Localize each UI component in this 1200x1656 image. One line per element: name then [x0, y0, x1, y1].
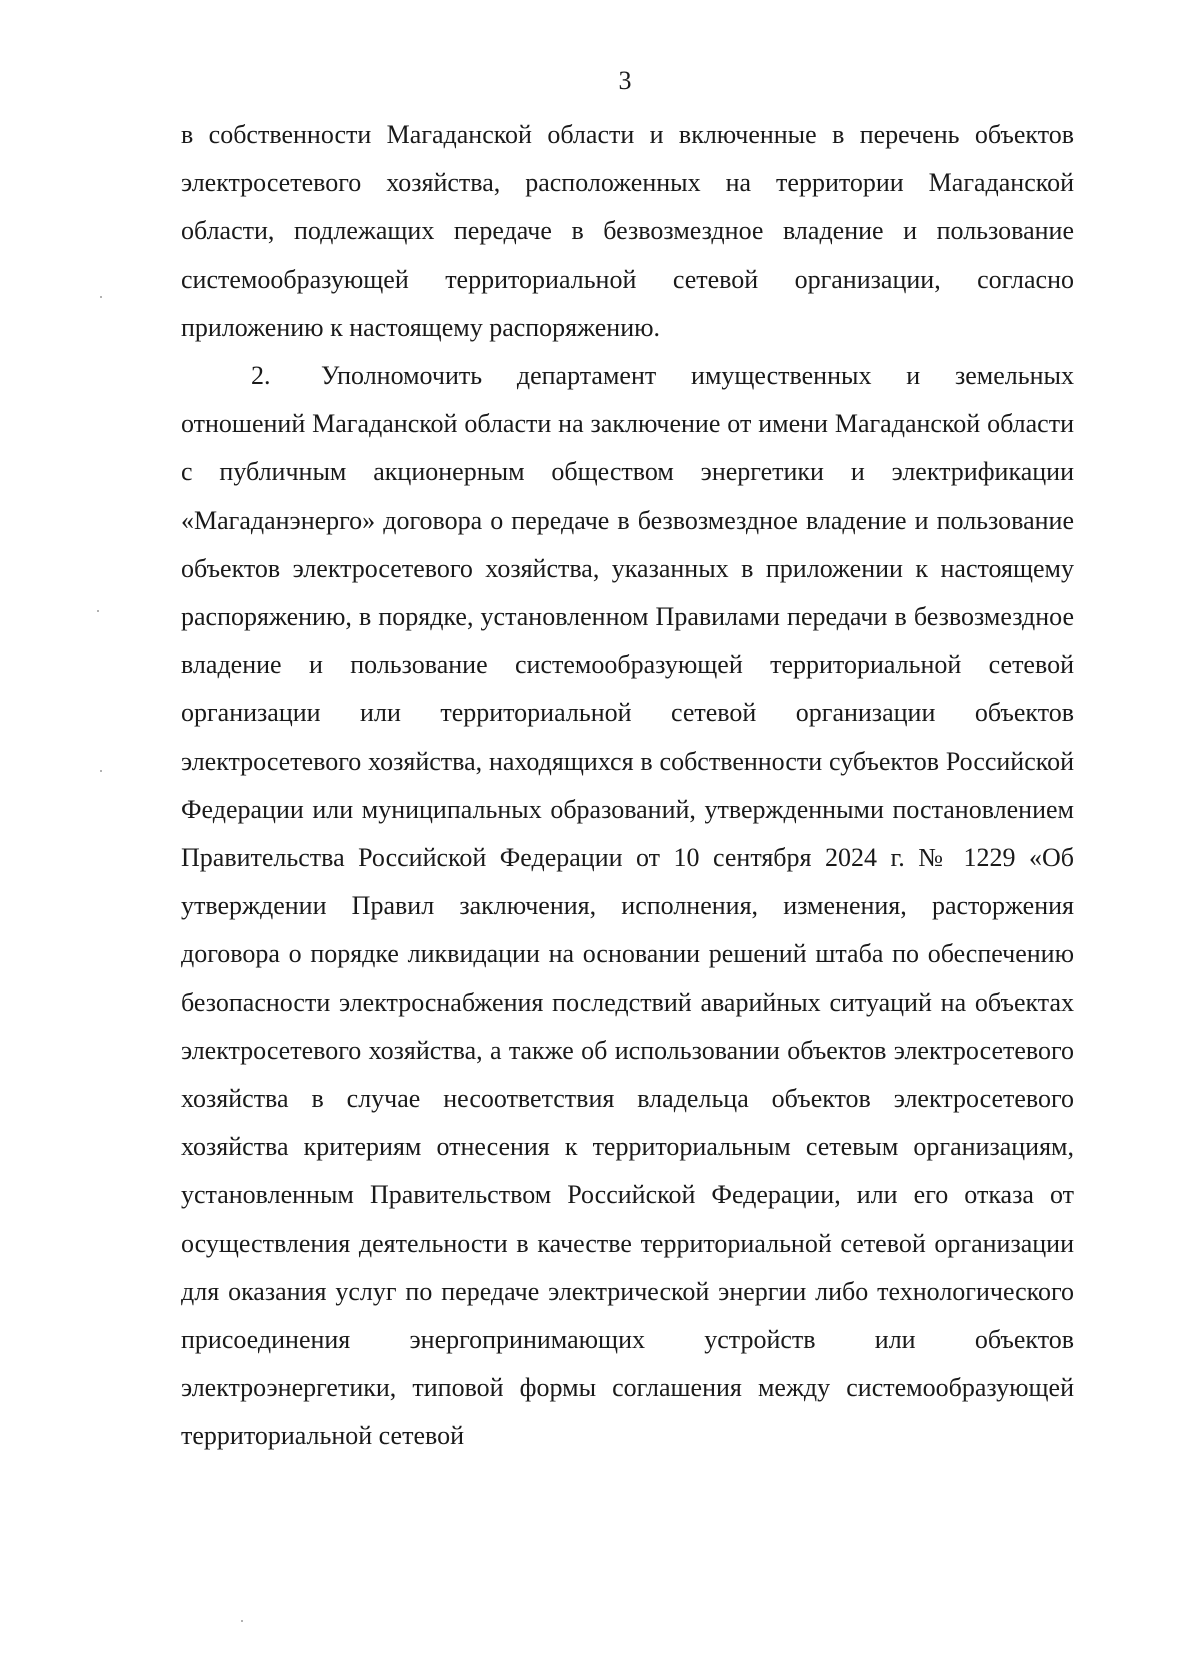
paragraph-text: в собственности Магаданской области и включенные в перечень объектов электросетевого хозяйства, расположенных на территории Магаданской области, подлежащих передаче в безвозмездное владение и пользование системообразующей территориальной сетевой организации, согласно приложению к настоящему распоряжению. [181, 120, 1074, 342]
scan-speck [100, 770, 102, 772]
document-body [181, 111, 1074, 1461]
paragraph-1-continuation [181, 111, 1074, 352]
scan-speck [241, 1620, 243, 1622]
paragraph-text: Уполномочить департамент имущественных и земельных отношений Магаданской области на заключение от имени Магаданской области с публичным акционерным обществом энергетики и электрификации «Магаданэнерго» договора о передаче в безвозмездное владение и пользование объектов электросетевого хозяйства, указанных в приложении к настоящему распоряжению, в порядке, установленном Правилами передачи в безвозмездное владение и пользование системообразующей территориальной сетевой организации или территориальной сетевой организации объектов электросетевого хозяйства, находящихся в собственности субъектов Российской Федерации или муниципальных образований, утвержденными постановлением Правительства Российской Федерации от 10 сентября 2024 г. № 1229 «Об утверждении Правил заключения, исполнения, изменения, расторжения договора о порядке ликвидации на основании решений штаба по обеспечению безопасности электроснабжения последствий аварийных ситуаций на объектах электросетевого хозяйства, а также об использовании объектов электросетевого хозяйства в случае несоответствия владельца объектов электросетевого хозяйства критериям отнесения к территориальным сетевым организациям, установленным Правительством Российской Федерации, или его отказа от осуществления деятельности в качестве территориальной сетевой организации для оказания услуг по передаче электрической энергии либо технологического присоединения энергопринимающих устройств или объектов электроэнергетики, типовой формы соглашения между системообразующей территориальной сетевой [181, 361, 1074, 1451]
scan-speck [97, 610, 99, 612]
scan-speck [100, 296, 102, 298]
paragraph-number: 2. [251, 361, 271, 391]
paragraph-2 [181, 352, 1074, 1461]
page-number: 3 [618, 66, 632, 95]
